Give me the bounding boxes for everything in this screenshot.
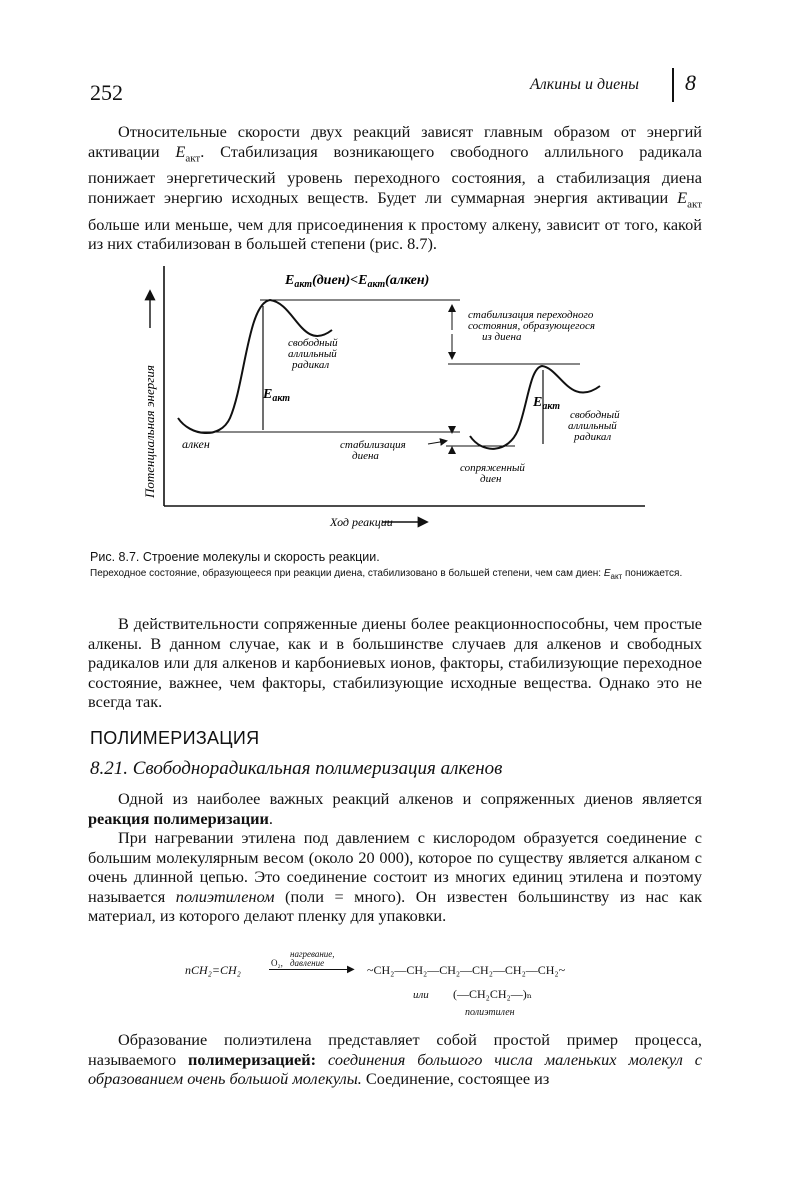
equation-reactant: nCH₂=CH₂ — [185, 963, 241, 977]
header-divider — [672, 68, 674, 102]
equation-product: ~CH₂—CH₂—CH₂—CH₂—CH₂—CH₂~ — [367, 963, 566, 977]
x-axis-label: Ход реакции — [330, 515, 393, 529]
right-eact-label: $E_{акт}$ — [533, 395, 561, 412]
left-radical-label: свободный аллильный радикал — [288, 337, 338, 371]
subsection-title: 8.21. Свободнорадикальная полимеризация алкенов — [90, 758, 503, 779]
chapter-number: 8 — [685, 70, 696, 95]
section-title: ПОЛИМЕРИЗАЦИЯ — [90, 728, 260, 748]
equation-formula: (—CH₂CH₂—)ₙ — [453, 987, 532, 1001]
diene-label: сопряженный диен — [460, 462, 525, 485]
paragraph-1: Относительные скорости двух реакций зависят главным образом от энергий активации $E_{акт}$. Стабилизация возникающего свободного аллильного радикала понижает энергетический уровень переходного состояния, а стабилизация диена понижает энергию исходных веществ. Будет ли суммарная энергия активации $E_{акт}$ больше или меньше, чем для присоединения к простому алкену, зависит от того, какой из них стабилизован в большей степени (рис. 8.7). — [88, 122, 702, 254]
equation-arrow-head: ▶ — [347, 964, 355, 975]
left-eact-label: $E_{акт}$ — [263, 387, 291, 404]
equation-condition-bottom: давление — [290, 958, 325, 968]
figure-caption: Рис. 8.7. Строение молекулы и скорость реакции. — [90, 550, 380, 564]
page-number: 252 — [90, 80, 123, 105]
diene-stabilization-pointer — [428, 441, 446, 444]
equation-reagent: O₂, — [271, 958, 283, 968]
paragraph-5: Образование полиэтилена представляет собой простой пример процесса, называемого полимеризацией: соединения большого числа маленьких молекул с образованием очень большой молекулы. Соединение, состоящее из — [88, 1030, 702, 1089]
running-title: Алкины и диены — [530, 76, 639, 93]
figure-title: $E_{акт}(диен)<E_{акт}(алкен)$ — [285, 273, 430, 290]
ts-stabilization-label: стабилизация переходного состояния, образующегося из диена — [468, 309, 595, 343]
paragraph-2: В действительности сопряженные диены более реакционноспособны, чем простые алкены. В данном случае, как и в большинстве случаев для алкенов и свободных радикалов или для алкенов и карбониевых ионов, факторы, стабилизующие переходное состояние, важнее, чем факторы, стабилизующие исходные вещества. Однако это не всегда так. — [88, 614, 702, 712]
alkene-label: алкен — [182, 437, 210, 451]
figure-note: Переходное состояние, образующееся при реакции диена, стабилизовано в большей степени, чем сам диен: $E_{акт}$ понижается. — [90, 568, 683, 581]
polymerization-equation — [185, 945, 655, 1020]
equation-name: полиэтилен — [465, 1007, 515, 1018]
equation-condition-top: нагревание, — [290, 949, 335, 959]
right-radical-label: свободный аллильный радикал — [568, 409, 620, 443]
paragraph-4: При нагревании этилена под давлением с кислородом образуется соединение с большим молекулярным весом (около 20 000), которое по существу является алканом с очень длинной цепью. Это соединение состоит из многих единиц этилена и поэтому называется полиэтиленом (поли = много). Он известен большинству из нас как материал, из которого делают пленку для упаковки. — [88, 828, 702, 926]
equation-arrow — [269, 969, 351, 970]
paragraph-3: Одной из наиболее важных реакций алкенов и сопряженных диенов является реакция полимеризации. — [88, 789, 702, 828]
energy-diagram — [130, 258, 650, 533]
equation-or: или — [413, 989, 429, 1001]
y-axis-label: Потенциальная энергия — [142, 365, 157, 498]
diene-stabilization-label: стабилизация диена — [340, 439, 406, 462]
